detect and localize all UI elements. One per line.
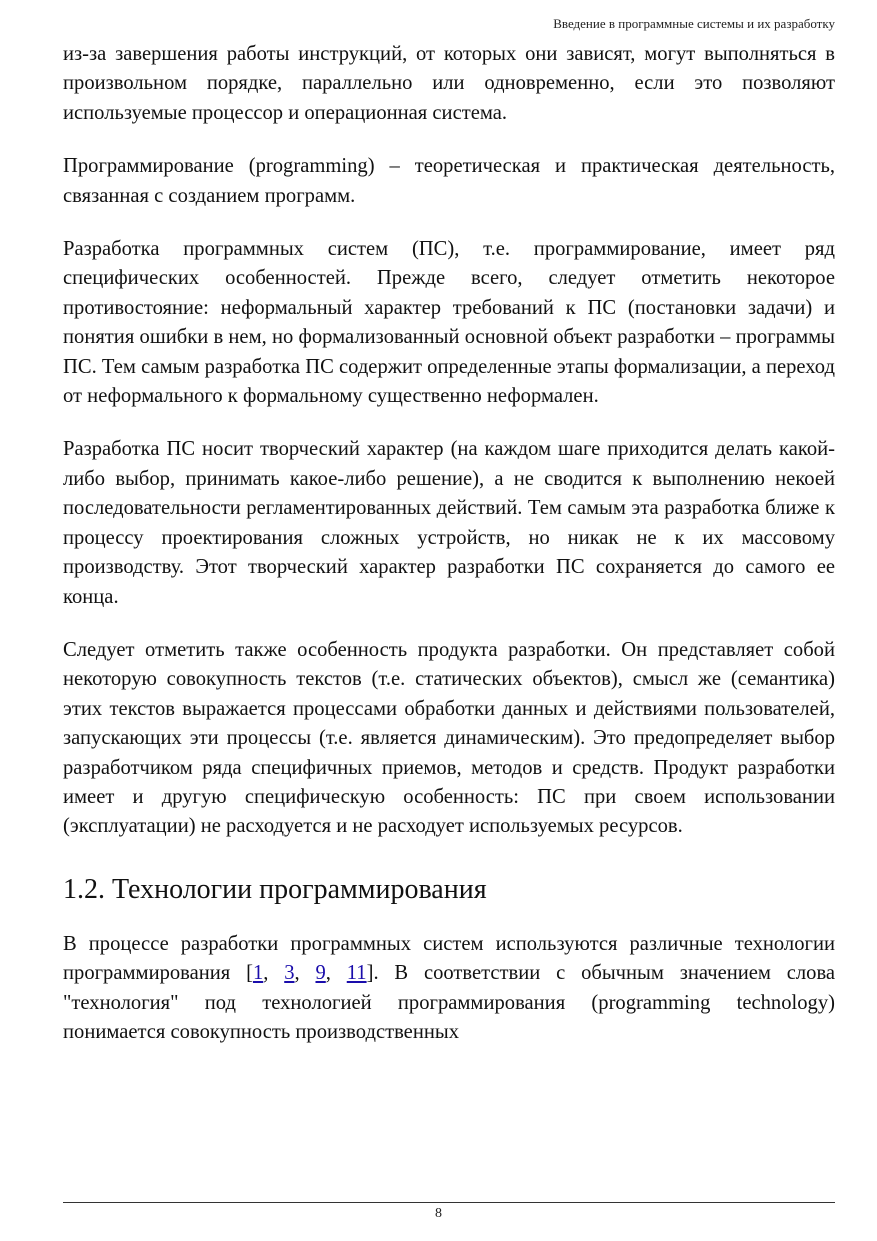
page-number: 8 — [435, 1206, 442, 1221]
section-heading: 1.2. Технологии программирования — [63, 873, 487, 905]
paragraph-with-references — [63, 930, 835, 1048]
paragraph: Разработка ПС носит творческий характер (на каждом шаге приходится делать какой-либо выбор, принимать какое-либо решение), а не сводится к выполнению некоей последовательности регламентированных действий. Тем самым эта разработка ближе к процессу проектирования сложных устройств, но никак не к их массовому производству. Этот творческий характер разработки ПС сохраняется до самого ее конца. — [63, 438, 835, 608]
paragraph-text-after: ]. В соответствии с обычным значением слова "технология" под технологией программирования (programming technology) понимается совокупность производственных — [63, 962, 836, 1043]
page-body — [63, 40, 835, 1071]
reference-separator: , — [263, 962, 285, 985]
paragraph: Разработка программных систем (ПС), т.е. программирование, имеет ряд специфических особенностей. Прежде всего, следует отметить некоторое противостояние: неформальный характер требований к ПС (постановки задачи) и понятия ошибки в нем, но формализованный основной объект разработки – программы ПС. Тем самым разработка ПС содержит определенные этапы формализации, а переход от неформального к формальному существенно неформален. — [63, 238, 835, 408]
reference-link-11[interactable]: 11 — [346, 962, 367, 985]
paragraph-text-before: В процессе разработки программных систем используются различные технологии программирования [ — [63, 932, 835, 985]
reference-link-3[interactable]: 3 — [284, 962, 295, 985]
paragraph: из-за завершения работы инструкций, от которых они зависят, могут выполняться в произвольном порядке, параллельно или одновременно, если это позволяют используемые процессор и операционная система. — [63, 43, 835, 124]
running-header: Введение в программные системы и их разработку — [553, 16, 835, 31]
footer-divider — [63, 1202, 835, 1203]
paragraph: Программирование (programming) – теоретическая и практическая деятельность, связанная с созданием программ. — [63, 155, 835, 207]
paragraph: Следует отметить также особенность продукта разработки. Он представляет собой некоторую совокупность текстов (т.е. статических объектов), смысл же (семантика) этих текстов выражается процессами обработки данных и действиями пользователей, запускающих эти процессы (т.е. является динамическим). Это предопределяет выбор разработчиком ряда специфичных приемов, методов и средств. Продукт разработки имеет и другую специфическую особенность: ПС при своем использовании (эксплуатации) не расходуется и не расходует используемых ресурсов. — [63, 638, 835, 838]
reference-separator: , — [294, 962, 316, 985]
reference-link-9[interactable]: 9 — [315, 962, 326, 985]
reference-link-1[interactable]: 1 — [252, 962, 264, 985]
reference-separator: , — [325, 962, 347, 985]
